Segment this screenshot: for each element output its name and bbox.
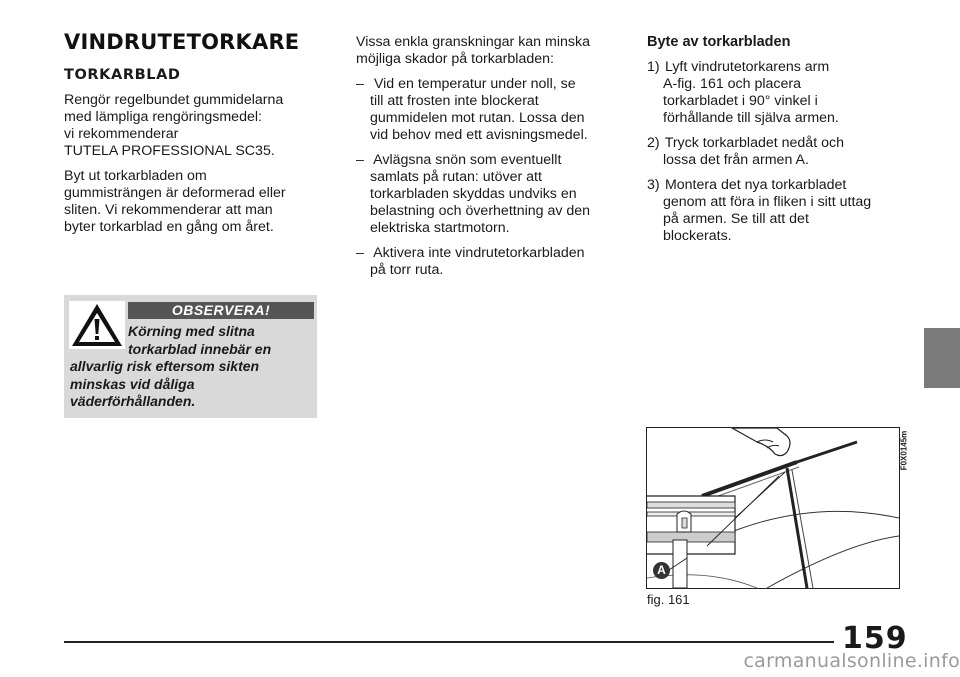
procedure-title: Byte av torkarbladen <box>647 34 791 50</box>
text-line: på armen. Se till att det <box>663 211 809 227</box>
step-number: 3) <box>647 177 660 193</box>
label-a-badge <box>653 562 670 579</box>
column-middle <box>356 34 611 287</box>
warning-text <box>70 323 314 411</box>
section-title: VINDRUTETORKARE <box>64 30 300 54</box>
footer-rule <box>64 641 898 643</box>
step-item <box>647 135 907 169</box>
text-line: Aktivera inte vindrutetorkarbladen <box>373 245 585 261</box>
warning-line: torkarblad innebär en <box>128 340 272 357</box>
text-line: Montera det nya torkarbladet <box>664 177 847 193</box>
paragraph-replace <box>64 168 314 236</box>
text-line: Vissa enkla granskningar kan minska <box>356 34 590 50</box>
text-line: belastning och överhettning av den <box>370 203 591 219</box>
text-line: Avlägsna snön som eventuellt <box>373 152 562 168</box>
figure-caption: fig. 161 <box>647 592 690 607</box>
warning-line: minskas vid dåliga <box>70 375 195 392</box>
text-line: sliten. Vi rekommenderar att man <box>64 202 273 218</box>
text-line: torkarbladet i 90° vinkel i <box>663 93 818 109</box>
label-a: A <box>657 563 666 577</box>
step-number: 1) <box>647 59 660 75</box>
text-line: genom att föra in fliken i sitt uttag <box>663 194 872 210</box>
text-line: möjliga skador på torkarbladen: <box>356 51 554 67</box>
text-line: TUTELA PROFESSIONAL SC35. <box>64 143 275 159</box>
list-item <box>356 76 611 144</box>
text-line: Byt ut torkarbladen om <box>64 168 207 184</box>
text-line: Vid en temperatur under noll, se <box>373 76 576 92</box>
text-line: byter torkarblad en gång om året. <box>64 219 274 235</box>
wiper-drawing <box>647 428 899 588</box>
warning-title: OBSERVERA! <box>128 302 314 319</box>
column-left <box>64 30 314 244</box>
text-line: förhållande till själva armen. <box>663 110 839 126</box>
text-line: A-fig. 161 och placera <box>663 76 802 92</box>
paragraph-cleaning <box>64 92 314 160</box>
text-line: samlats på rutan: utöver att <box>370 169 542 185</box>
step-item <box>647 177 907 245</box>
watermark: carmanualsonline.info <box>743 650 960 672</box>
step-number: 2) <box>647 135 660 151</box>
text-line: vid behov med ett avisningsmedel. <box>370 127 588 143</box>
text-line: gummisträngen är deformerad eller <box>64 185 286 201</box>
intro-paragraph <box>356 34 611 68</box>
subsection-title: TORKARBLAD <box>64 67 181 83</box>
section-tab <box>924 328 960 388</box>
warning-box <box>64 295 317 418</box>
text-line: lossa det från armen A. <box>663 152 809 168</box>
list-marker: – <box>356 245 364 261</box>
text-line: vi rekommenderar <box>64 126 179 142</box>
text-line: till att frosten inte blockerat <box>370 93 539 109</box>
text-line: på torr ruta. <box>370 262 444 278</box>
warning-line: Körning med slitna <box>128 323 255 339</box>
text-line: Rengör regelbundet gummidelarna <box>64 92 284 108</box>
text-line: gummidelen mot rutan. Lossa den <box>370 110 585 126</box>
figure-code-text: F0X0145m <box>899 430 909 471</box>
text-line: torkarbladen skyddas undviks en <box>370 186 577 202</box>
text-line: Lyft vindrutetorkarens arm <box>664 59 830 75</box>
step-item <box>647 59 907 127</box>
list-marker: – <box>356 152 364 168</box>
warning-line: väderförhållanden. <box>70 393 196 409</box>
list-item <box>356 245 611 279</box>
list-item <box>356 152 611 237</box>
text-line: elektriska startmotorn. <box>370 220 510 236</box>
figure-code <box>897 432 911 472</box>
list-marker: – <box>356 76 364 92</box>
column-right <box>647 34 907 253</box>
text-line: Tryck torkarbladet nedåt och <box>664 135 844 151</box>
figure-wiper-illustration <box>646 427 900 589</box>
warning-line: allvarlig risk eftersom sikten <box>70 358 260 374</box>
page-number: 159 <box>834 621 916 657</box>
text-line: blockerats. <box>663 228 732 244</box>
text-line: med lämpliga rengöringsmedel: <box>64 109 262 125</box>
